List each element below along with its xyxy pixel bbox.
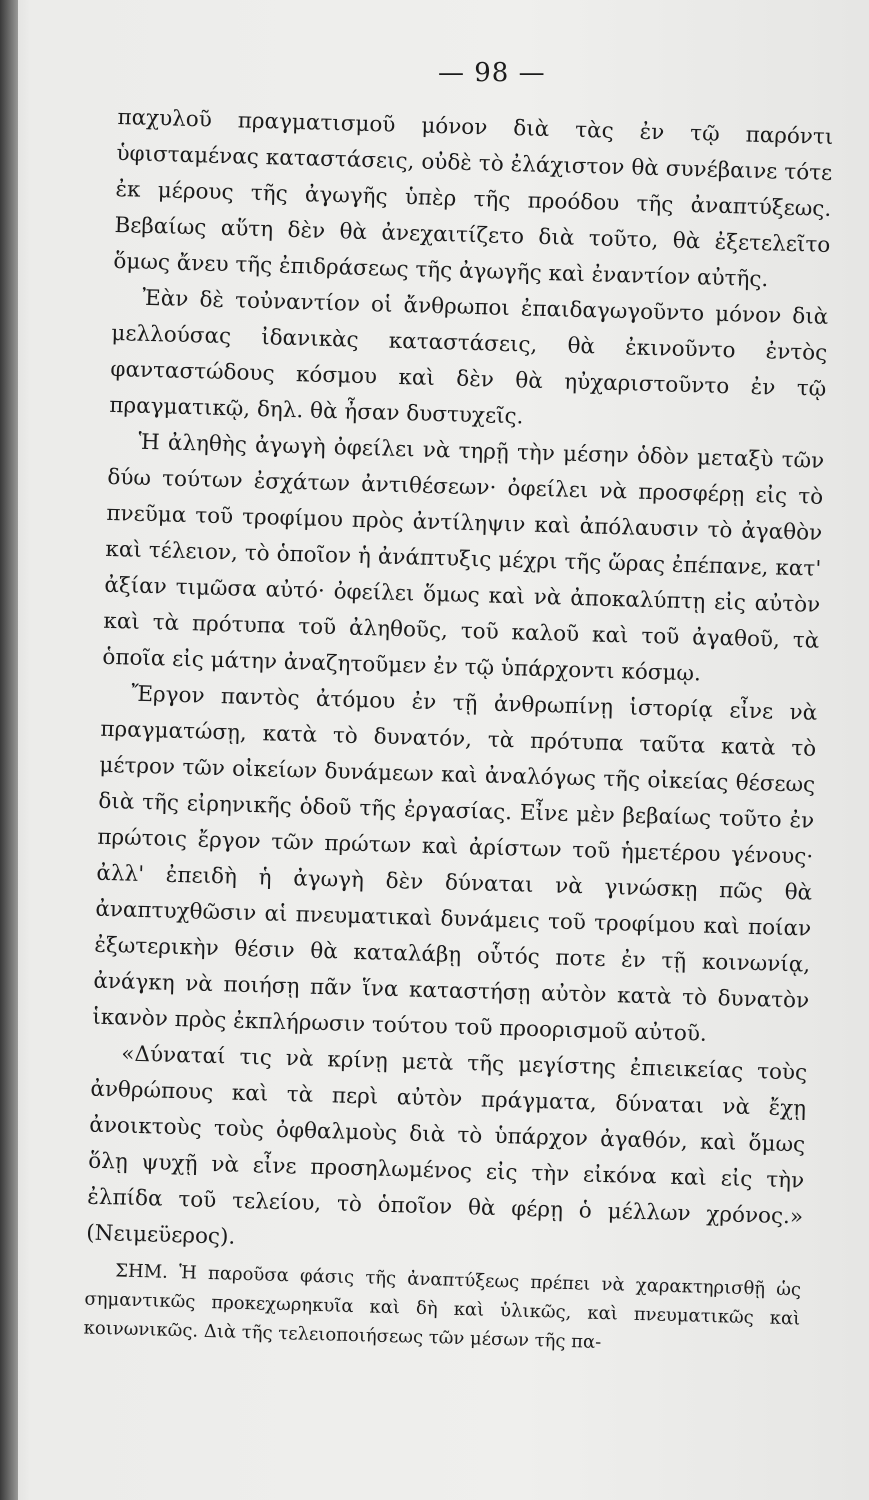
paragraph-3: Ἡ ἀληθὴς ἀγωγὴ ὀφείλει νὰ τηρῇ τὴν μέσην ὁδὸν μεταξὺ τῶν δύω τούτων ἐσχάτων ἀντιθέσεων· ὀφείλει νὰ προσφέρῃ εἰς τὸ πνεῦμα τοῦ τροφίμου πρὸς ἀντίληψιν καὶ ἀπόλαυσιν τὸ ἀγαθὸν καὶ τέλειον, τὸ ὁποῖον ἡ ἀνάπτυξις μέχρι τῆς ὥρας ἐπέπανε, κατ' ἀξίαν τιμῶσα αὐτό· ὀφείλει ὅμως καὶ νὰ ἀποκαλύπτῃ εἰς αὐτὸν καὶ τὰ πρότυπα τοῦ ἀληθοῦς, τοῦ καλοῦ καὶ τοῦ ἀγαθοῦ, τὰ ὁποῖα εἰς μάτην ἀναζητοῦμεν ἐν τῷ ὑπάρχοντι κόσμῳ. [102, 429, 825, 687]
main-text [83, 100, 833, 1363]
page-number: — 98 — [438, 58, 546, 88]
quote-paragraph: «Δύναταί τις νὰ κρίνῃ μετὰ τῆς μεγίστης ἐπιεικείας τοὺς ἀνθρώπους καὶ τὰ περὶ αὐτὸν πράγματα, δύναται νὰ ἔχῃ ἀνοικτοὺς τοὺς ὀφθαλμοὺς διὰ τὸ ὑπάρχον ἀγαθόν, καὶ ὅμως ὅλῃ ψυχῇ νὰ εἶνε προσηλωμένος εἰς τὴν εἰκόνα καὶ εἰς τὴν ἐλπίδα τοῦ τελείου, τὸ ὁποῖον θὰ φέρῃ ὁ μέλλων χρόνος.» (Νειμεϋερος). [86, 1041, 808, 1250]
paragraph-1: παχυλοῦ πραγματισμοῦ μόνον διὰ τὰς ἐν τῷ παρόντι ὑφισταμένας καταστάσεις, οὐδὲ τὸ ἐλάχιστον θὰ συνέβαινε τότε ἐκ μέρους τῆς ἀγωγῆς ὑπὲρ τῆς προόδου τῆς ἀναπτύξεως. Βεβαίως αὕτη δὲν θὰ ἀνεχαιτίζετο διὰ τοῦτο, θὰ ἐξετελεῖτο ὅμως ἄνευ τῆς ἐπιδράσεως τῆς ἀγωγῆς καὶ ἐναντίον αὐτῆς. [113, 104, 834, 293]
book-spine-shadow [0, 0, 18, 1500]
paragraph-2: Ἐὰν δὲ τοὐναντίον οἱ ἄνθρωποι ἐπαιδαγωγοῦντο μόνον διὰ μελλούσας ἰδανικὰς καταστάσεις, θὰ ἐκινοῦντο ἐντὸς φανταστώδους κόσμου καὶ δὲν θὰ ηὐχαριστοῦντο ἐν τῷ πραγματικῷ, δηλ. θὰ ἦσαν δυστυχεῖς. [109, 285, 829, 430]
paragraph-4: Ἔργον παντὸς ἀτόμου ἐν τῇ ἀνθρωπίνῃ ἱστορίᾳ εἶνε νὰ πραγματώσῃ, κατὰ τὸ δυνατόν, τὰ πρότυπα ταῦτα κατὰ τὸ μέτρον τῶν οἰκείων δυνάμεων καὶ ἀναλόγως τῆς οἰκείας θέσεως διὰ τῆς εἰρηνικῆς ὁδοῦ τῆς ἐργασίας. Εἶνε μὲν βεβαίως τοῦτο ἐν πρώτοις ἔργον τῶν πρώτων καὶ ἀρίστων τοῦ ἡμετέρου γένους· ἀλλ' ἐπειδὴ ἡ ἀγωγὴ δὲν δύναται νὰ γινώσκῃ πῶς θὰ ἀναπτυχθῶσιν αἱ πνευματικαὶ δυνάμεις τοῦ τροφίμου καὶ ποίαν ἐξωτερικὴν θέσιν θὰ καταλάβῃ οὗτός ποτε ἐν τῇ κοινωνίᾳ, ἀνάγκη νὰ ποιήσῃ πᾶν ἵνα καταστήσῃ αὐτὸν κατὰ τὸ δυνατὸν ἱκανὸν πρὸς ἐκπλήρωσιν τούτου τοῦ προορισμοῦ αὐτοῦ. [92, 681, 818, 1047]
footnote: ΣΗΜ. Ἡ παροῦσα φάσις τῆς ἀναπτύξεως πρέπει νὰ χαρακτηρισθῇ ὡς σημαντικῶς προκεχωρηκυῖα καὶ δὴ καὶ ὑλικῶς, καὶ πνευματικῶς καὶ κοινωνικῶς. Διὰ τῆς τελειοποιήσεως τῶν μέσων τῆς πα- [83, 1260, 802, 1353]
